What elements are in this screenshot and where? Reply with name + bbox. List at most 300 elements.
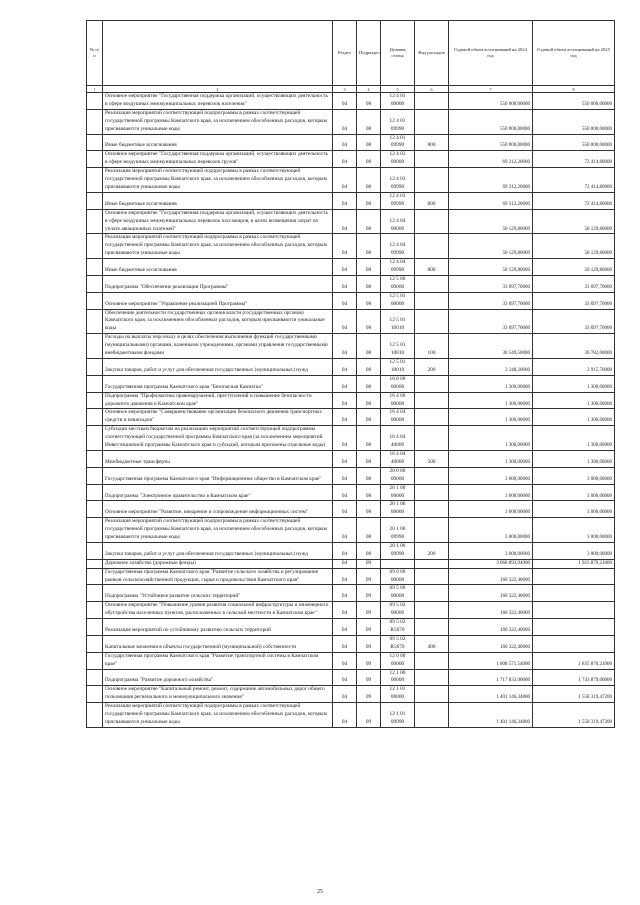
row-volume-2024: 160 322,40000: [449, 619, 533, 636]
row-podrazdel: 08: [357, 134, 381, 151]
row-volume-2025: 3 000,00000: [533, 542, 615, 559]
row-number: [87, 501, 103, 518]
table-row: [87, 518, 615, 543]
header-expense-type: Вид расходов: [415, 21, 449, 86]
row-volume-2024: 160 322,40000: [449, 585, 533, 602]
row-target-article: 12 1 01 00000: [381, 686, 415, 703]
row-expense-type: [415, 209, 449, 234]
column-number: 4: [357, 86, 381, 93]
row-name: Подпрограмма "Развитие дорожного хозяйства": [103, 669, 333, 686]
row-volume-2024: 30 549,50000: [449, 334, 533, 359]
row-podrazdel: 09: [357, 686, 381, 703]
row-podrazdel: 08: [357, 542, 381, 559]
row-expense-type: [415, 309, 449, 334]
table-column-numbers-row: [87, 86, 615, 93]
column-number: 1: [87, 86, 103, 93]
header-target-article: Целевая статья: [381, 21, 415, 86]
row-podrazdel: 08: [357, 151, 381, 168]
row-volume-2025: 1 300,00000: [533, 375, 615, 392]
row-podrazdel: 08: [357, 93, 381, 110]
row-expense-type: [415, 292, 449, 309]
row-razdel: 04: [333, 652, 357, 669]
row-target-article: 12 4 04 09990: [381, 259, 415, 276]
row-expense-type: [415, 151, 449, 168]
column-number: 6: [415, 86, 449, 93]
row-razdel: 04: [333, 426, 357, 451]
row-expense-type: [415, 518, 449, 543]
row-volume-2025: 1 558 319,47200: [533, 703, 615, 728]
row-volume-2025: 33 697,70000: [533, 292, 615, 309]
row-volume-2024: 1 808 571,54000: [449, 652, 533, 669]
row-target-article: 12 5 01 10010: [381, 334, 415, 359]
row-target-article: [381, 559, 415, 568]
table-row: [87, 192, 615, 209]
row-target-article: 20 1 06 09990: [381, 542, 415, 559]
table-row: [87, 209, 615, 234]
row-volume-2025: 1 558 319,47200: [533, 686, 615, 703]
table-row: [87, 275, 615, 292]
row-number: [87, 359, 103, 376]
row-target-article: 16 4 04 00000: [381, 409, 415, 426]
row-name: Закупка товаров, работ и услуг для обеспечения государственных (муниципальных) нужд: [103, 359, 333, 376]
row-expense-type: [415, 168, 449, 193]
row-target-article: 09 0 00 00000: [381, 568, 415, 585]
row-name: Основное мероприятие "Совершенствование организации безопасного движения транспортных средств и пешеходов": [103, 409, 333, 426]
row-razdel: 04: [333, 467, 357, 484]
row-number: [87, 259, 103, 276]
row-number: [87, 209, 103, 234]
row-expense-type: [415, 568, 449, 585]
row-volume-2024: 50 129,80000: [449, 259, 533, 276]
row-razdel: 04: [333, 334, 357, 359]
row-name: Основное мероприятие "Развитие, внедрение и сопровождение информационных систем": [103, 501, 333, 518]
table-row: [87, 151, 615, 168]
row-podrazdel: 08: [357, 518, 381, 543]
row-target-article: 12 4 01 09990: [381, 109, 415, 134]
row-name: Расходы на выплаты персоналу в целях обеспечения выполнения функций государственными (муниципальными) органами, казенными учреждениями, органами управления государственными внебюджетными фондами: [103, 334, 333, 359]
row-podrazdel: 08: [357, 209, 381, 234]
row-name: Основное мероприятие "Государственная поддержка организаций, осуществляющих деятельность в сфере воздушных межмуниципальных перевозок населения": [103, 93, 333, 110]
row-number: [87, 151, 103, 168]
row-number: [87, 669, 103, 686]
row-number: [87, 134, 103, 151]
row-name: Иные бюджетные ассигнования: [103, 134, 333, 151]
row-podrazdel: 08: [357, 375, 381, 392]
row-target-article: 16 0 00 00000: [381, 375, 415, 392]
table-row: [87, 426, 615, 451]
table-row: [87, 392, 615, 409]
column-number: 7: [449, 86, 533, 93]
table-body: [87, 93, 615, 728]
row-podrazdel: 08: [357, 234, 381, 259]
table-row: [87, 602, 615, 619]
row-podrazdel: 09: [357, 635, 381, 652]
row-volume-2024: 160 322,40000: [449, 602, 533, 619]
row-volume-2025: [533, 602, 615, 619]
row-podrazdel: 08: [357, 192, 381, 209]
row-number: [87, 93, 103, 110]
row-expense-type: [415, 585, 449, 602]
row-number: [87, 168, 103, 193]
row-name: Основное мероприятие "Повышение уровня развития социальной инфраструктуры и инженерного обустройства населенных пунктов, расположенных в сельской местности в Камчатском крае": [103, 602, 333, 619]
row-volume-2024: 1 401 146,34800: [449, 703, 533, 728]
row-volume-2024: 50 129,80000: [449, 209, 533, 234]
row-expense-type: [415, 93, 449, 110]
row-volume-2024: 1 300,00000: [449, 409, 533, 426]
row-podrazdel: 08: [357, 467, 381, 484]
row-volume-2025: [533, 568, 615, 585]
row-target-article: 12 4 03 09990: [381, 192, 415, 209]
row-volume-2025: 3 000,00000: [533, 467, 615, 484]
row-volume-2024: 1 401 146,34800: [449, 686, 533, 703]
row-target-article: 12 4 03 09990: [381, 168, 415, 193]
row-name: Реализация мероприятий соответствующей подпрограммы в рамках соответствующей государственной программы Камчатского края, за исключением обособленных расходов, которым присваиваются уникальные коды: [103, 234, 333, 259]
row-volume-2024: 69 312,20000: [449, 168, 533, 193]
column-number: 8: [533, 86, 615, 93]
header-razdel: Раздел: [333, 21, 357, 86]
row-razdel: 04: [333, 209, 357, 234]
row-name: Закупка товаров, работ и услуг для обеспечения государственных (муниципальных) нужд: [103, 542, 333, 559]
row-name: Субсидии местным бюджетам на реализацию мероприятий соответствующей подпрограммы соответствующей государственной программы Камчатского края (за исключением мероприятий Инвестиционной программы Камчатского края и субсидий, которым присвоены отдельные коды): [103, 426, 333, 451]
table-row: [87, 585, 615, 602]
row-number: [87, 192, 103, 209]
column-number: 2: [103, 86, 333, 93]
row-volume-2025: 550 000,00000: [533, 134, 615, 151]
row-target-article: 09 5 00 00000: [381, 585, 415, 602]
row-number: [87, 518, 103, 543]
row-name: Государственная программа Камчатского края "Информационное общество в Камчатском крае": [103, 467, 333, 484]
row-volume-2024: 1 300,00000: [449, 375, 533, 392]
row-volume-2025: 33 697,70000: [533, 309, 615, 334]
row-expense-type: [415, 619, 449, 636]
row-name: Основное мероприятие "Капитальный ремонт, ремонт, содержание автомобильных дорог общего пользования регионального и межмуниципального значения": [103, 686, 333, 703]
row-razdel: 04: [333, 409, 357, 426]
row-volume-2025: 1 923 879,21000: [533, 559, 615, 568]
row-expense-type: [415, 652, 449, 669]
table-row: [87, 409, 615, 426]
row-volume-2024: 50 129,80000: [449, 234, 533, 259]
row-name: Основное мероприятие "Государственная поддержка организаций, осуществляющих деятельность в сфере воздушных межмуниципальных перевозок пассажиров, в целях возмещения затрат по уплате авиационных платежей": [103, 209, 333, 234]
row-volume-2025: 1 300,00000: [533, 409, 615, 426]
row-number: [87, 602, 103, 619]
row-volume-2025: 72 414,80000: [533, 192, 615, 209]
row-expense-type: [415, 703, 449, 728]
row-podrazdel: 08: [357, 359, 381, 376]
budget-table: [86, 20, 615, 728]
row-expense-type: 200: [415, 542, 449, 559]
table-row: [87, 619, 615, 636]
row-volume-2025: 3 000,00000: [533, 518, 615, 543]
row-volume-2025: 550 000,00000: [533, 93, 615, 110]
row-podrazdel: 08: [357, 409, 381, 426]
header-num: № п/п: [87, 21, 103, 86]
row-name: Основное мероприятие "Государственная поддержка организаций, осуществляющих деятельность в сфере воздушных межмуниципальных перевозок грузов": [103, 151, 333, 168]
row-podrazdel: 09: [357, 703, 381, 728]
row-razdel: 04: [333, 619, 357, 636]
row-target-article: 12 0 00 00000: [381, 652, 415, 669]
table-row: [87, 484, 615, 501]
row-razdel: 04: [333, 359, 357, 376]
row-podrazdel: 08: [357, 426, 381, 451]
row-name: Подпрограмма "Устойчивое развитие сельских территорий": [103, 585, 333, 602]
row-target-article: 20 1 06 09990: [381, 518, 415, 543]
row-volume-2024: 33 697,70000: [449, 275, 533, 292]
row-number: [87, 484, 103, 501]
row-expense-type: [415, 392, 449, 409]
table-row: [87, 292, 615, 309]
row-target-article: 12 5 01 10010: [381, 309, 415, 334]
row-razdel: 04: [333, 259, 357, 276]
row-razdel: 04: [333, 234, 357, 259]
row-number: [87, 450, 103, 467]
row-volume-2025: 33 697,70000: [533, 275, 615, 292]
row-name: Реализация мероприятий соответствующей подпрограммы в рамках соответствующей государственной программы Камчатского края, за исключением обособленных расходов, которым присваиваются уникальные коды: [103, 109, 333, 134]
row-expense-type: [415, 602, 449, 619]
row-volume-2024: 33 697,70000: [449, 309, 533, 334]
row-name: Реализация мероприятий соответствующей подпрограммы в рамках соответствующей государственной программы Камчатского края, за исключением обособленных расходов, которым присваиваются уникальные коды: [103, 703, 333, 728]
table-row: [87, 334, 615, 359]
row-target-article: 12 5 01 00000: [381, 292, 415, 309]
row-volume-2025: 1 300,00000: [533, 426, 615, 451]
table-row: [87, 635, 615, 652]
row-target-article: 16 4 00 00000: [381, 392, 415, 409]
table-row: [87, 134, 615, 151]
row-expense-type: 200: [415, 359, 449, 376]
row-expense-type: [415, 669, 449, 686]
row-podrazdel: 09: [357, 585, 381, 602]
row-podrazdel: 08: [357, 109, 381, 134]
row-expense-type: [415, 409, 449, 426]
row-volume-2024: 550 000,00000: [449, 93, 533, 110]
row-number: [87, 292, 103, 309]
table-row: [87, 168, 615, 193]
row-volume-2024: 3 000,00000: [449, 467, 533, 484]
row-number: [87, 703, 103, 728]
table-row: [87, 259, 615, 276]
row-expense-type: [415, 109, 449, 134]
row-name: Дорожное хозяйство (дорожные фонды): [103, 559, 333, 568]
row-number: [87, 334, 103, 359]
table-row: [87, 309, 615, 334]
row-number: [87, 686, 103, 703]
row-target-article: 12 5 00 00000: [381, 275, 415, 292]
row-volume-2024: 3 068 893,94000: [449, 559, 533, 568]
row-expense-type: [415, 501, 449, 518]
row-podrazdel: 09: [357, 602, 381, 619]
row-number: [87, 275, 103, 292]
row-podrazdel: 09: [357, 669, 381, 686]
row-name: Иные бюджетные ассигнования: [103, 259, 333, 276]
table-row: [87, 359, 615, 376]
row-volume-2025: 50 129,80000: [533, 234, 615, 259]
table-row: [87, 686, 615, 703]
row-razdel: 04: [333, 602, 357, 619]
table-row: [87, 652, 615, 669]
row-number: [87, 375, 103, 392]
row-target-article: 09 5 02 R5670: [381, 635, 415, 652]
row-name: Государственная программа Камчатского края "Развитие сельского хозяйства и регулирование рынков сельскохозяйственной продукции, сырья и продовольствия Камчатского края": [103, 568, 333, 585]
row-target-article: 09 5 02 R5670: [381, 619, 415, 636]
row-name: Капитальные вложения в объекты государственной (муниципальной) собственности: [103, 635, 333, 652]
row-razdel: 04: [333, 450, 357, 467]
row-expense-type: 400: [415, 635, 449, 652]
row-number: [87, 109, 103, 134]
row-volume-2024: 3 000,00000: [449, 518, 533, 543]
row-volume-2025: [533, 635, 615, 652]
table-row: [87, 93, 615, 110]
row-volume-2024: 3 000,00000: [449, 501, 533, 518]
row-podrazdel: 08: [357, 334, 381, 359]
row-target-article: 16 4 04 40000: [381, 426, 415, 451]
row-name: Государственная программа Камчатского края "Развитие транспортной системы в Камчатском крае": [103, 652, 333, 669]
row-number: [87, 652, 103, 669]
table-row: [87, 450, 615, 467]
row-volume-2025: 1 300,00000: [533, 392, 615, 409]
row-podrazdel: 08: [357, 309, 381, 334]
row-volume-2024: 550 000,00000: [449, 109, 533, 134]
row-razdel: 04: [333, 542, 357, 559]
table-row: [87, 542, 615, 559]
row-name: Государственная программа Камчатского края "Безопасная Камчатка": [103, 375, 333, 392]
row-target-article: 12 1 00 00000: [381, 669, 415, 686]
header-podrazdel: Подраздел: [357, 21, 381, 86]
row-razdel: 04: [333, 585, 357, 602]
row-volume-2025: [533, 585, 615, 602]
row-podrazdel: 08: [357, 259, 381, 276]
row-number: [87, 568, 103, 585]
row-razdel: 04: [333, 635, 357, 652]
row-volume-2024: 3 148,20000: [449, 359, 533, 376]
row-number: [87, 467, 103, 484]
row-volume-2025: 1 743 879,00000: [533, 669, 615, 686]
row-razdel: 04: [333, 669, 357, 686]
row-name: Обеспечение деятельности государственных органов власти (государственных органов) Камчатского края, за исключением обособленных расходов, которым присваиваются уникальные коды: [103, 309, 333, 334]
page-number: 25: [317, 889, 323, 895]
row-number: [87, 409, 103, 426]
row-razdel: 04: [333, 559, 357, 568]
row-razdel: 04: [333, 568, 357, 585]
row-target-article: 12 1 01 09990: [381, 703, 415, 728]
row-razdel: 04: [333, 168, 357, 193]
header-volume-2025: Годовой объем ассигнований на 2025 год: [533, 21, 615, 86]
row-expense-type: 800: [415, 134, 449, 151]
row-razdel: 04: [333, 151, 357, 168]
row-target-article: 16 4 04 40000: [381, 450, 415, 467]
row-volume-2025: 50 129,80000: [533, 259, 615, 276]
row-podrazdel: 08: [357, 450, 381, 467]
header-name: [103, 21, 333, 86]
row-name: Межбюджетные трансферты: [103, 450, 333, 467]
row-expense-type: [415, 686, 449, 703]
row-podrazdel: 08: [357, 292, 381, 309]
row-volume-2024: 160 322,40000: [449, 568, 533, 585]
row-name: Подпрограмма "Профилактика правонарушений, преступлений и повышение безопасности дорожного движения в Камчатском крае": [103, 392, 333, 409]
table-header-row: [87, 21, 615, 86]
row-target-article: 12 5 01 10010: [381, 359, 415, 376]
row-name: Подпрограмма "Обеспечение реализации Программы": [103, 275, 333, 292]
row-razdel: 04: [333, 392, 357, 409]
row-razdel: 04: [333, 192, 357, 209]
row-name: Иные бюджетные ассигнования: [103, 192, 333, 209]
row-volume-2025: 50 129,80000: [533, 209, 615, 234]
row-name: Реализация мероприятий соответствующей подпрограммы в рамках соответствующей государственной программы Камчатского края, за исключением обособленных расходов, которым присваиваются уникальные коды: [103, 168, 333, 193]
row-expense-type: 500: [415, 450, 449, 467]
row-target-article: 12 4 01 00000: [381, 93, 415, 110]
table-row: [87, 669, 615, 686]
row-razdel: 04: [333, 93, 357, 110]
row-number: [87, 392, 103, 409]
row-podrazdel: 09: [357, 619, 381, 636]
column-number: 3: [333, 86, 357, 93]
row-number: [87, 542, 103, 559]
row-expense-type: [415, 559, 449, 568]
row-podrazdel: 08: [357, 168, 381, 193]
table-row: [87, 234, 615, 259]
table-row: [87, 109, 615, 134]
row-razdel: 04: [333, 292, 357, 309]
row-volume-2025: 2 915,70000: [533, 359, 615, 376]
row-target-article: 09 5 02 00000: [381, 602, 415, 619]
row-number: [87, 426, 103, 451]
row-razdel: 04: [333, 703, 357, 728]
row-podrazdel: 08: [357, 392, 381, 409]
row-target-article: 12 4 01 09990: [381, 134, 415, 151]
header-volume-2024: Годовой объем ассигнований на 2024 год: [449, 21, 533, 86]
table-row: [87, 568, 615, 585]
row-volume-2024: 3 000,00000: [449, 484, 533, 501]
row-podrazdel: 08: [357, 501, 381, 518]
row-volume-2024: 1 300,00000: [449, 450, 533, 467]
row-razdel: 04: [333, 134, 357, 151]
table-row: [87, 703, 615, 728]
row-number: [87, 585, 103, 602]
row-podrazdel: 09: [357, 652, 381, 669]
row-volume-2025: 30 782,00000: [533, 334, 615, 359]
row-volume-2024: 3 000,00000: [449, 542, 533, 559]
row-target-article: 20 1 06 00000: [381, 501, 415, 518]
row-name: Основное мероприятие "Управление реализацией Программы": [103, 292, 333, 309]
row-volume-2024: 1 300,00000: [449, 426, 533, 451]
row-number: [87, 309, 103, 334]
row-podrazdel: 09: [357, 559, 381, 568]
table-row: [87, 501, 615, 518]
row-razdel: 04: [333, 501, 357, 518]
row-volume-2025: 3 000,00000: [533, 501, 615, 518]
row-razdel: 04: [333, 309, 357, 334]
row-volume-2024: 69 312,20000: [449, 192, 533, 209]
row-expense-type: [415, 484, 449, 501]
row-target-article: 12 4 03 00000: [381, 151, 415, 168]
row-number: [87, 635, 103, 652]
row-expense-type: [415, 275, 449, 292]
table-row: [87, 559, 615, 568]
row-expense-type: 100: [415, 334, 449, 359]
table-row: [87, 375, 615, 392]
row-name: Подпрограмма "Электронное правительство в Камчатском крае": [103, 484, 333, 501]
row-expense-type: [415, 426, 449, 451]
row-podrazdel: 08: [357, 484, 381, 501]
column-number: 5: [381, 86, 415, 93]
row-expense-type: [415, 375, 449, 392]
row-target-article: 12 4 04 09990: [381, 234, 415, 259]
row-name: Реализация мероприятий по устойчивому развитию сельских территорий: [103, 619, 333, 636]
row-expense-type: 800: [415, 192, 449, 209]
table-row: [87, 467, 615, 484]
row-volume-2024: 69 312,20000: [449, 151, 533, 168]
row-razdel: 04: [333, 275, 357, 292]
row-expense-type: [415, 467, 449, 484]
row-razdel: 04: [333, 484, 357, 501]
